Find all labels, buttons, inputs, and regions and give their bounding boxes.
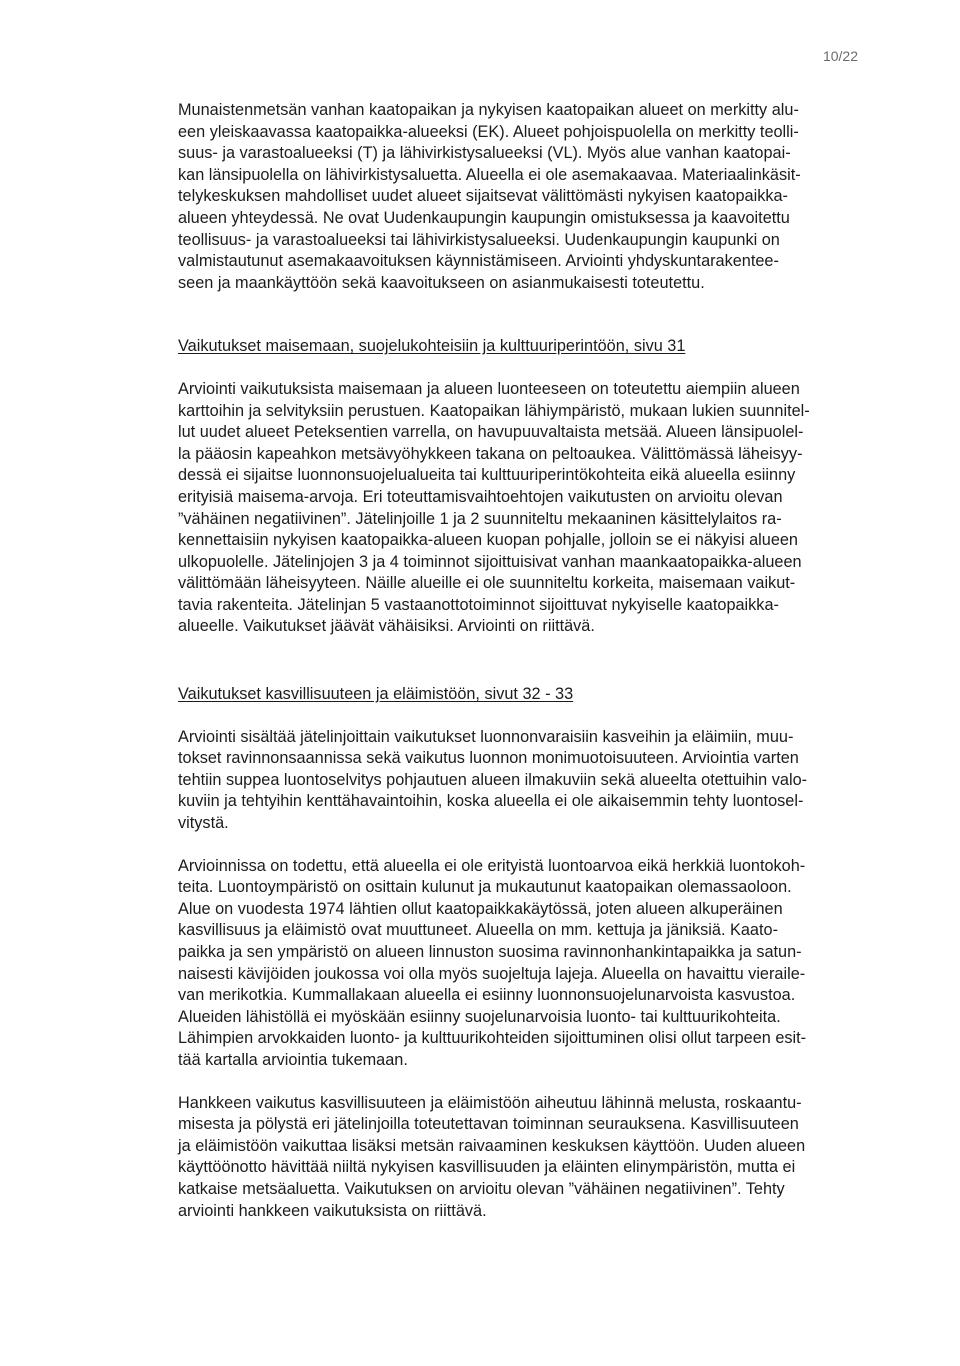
document-body — [178, 100, 873, 1222]
text-line: dessä ei sijaitse luonnonsuojelualueita tai kulttuuriperintökohteita eikä alueella esiinny — [178, 466, 796, 485]
text-line: Hankkeen vaikutus kasvillisuuteen ja eläimistöön aiheutuu lähinnä melusta, roskaantu- — [178, 1093, 802, 1112]
text-line: Munaistenmetsän vanhan kaatopaikan ja nykyisen kaatopaikan alueet on merkitty alu- — [178, 101, 799, 119]
flora-fauna-paragraph-3 — [178, 1093, 873, 1223]
text-line: tokset ravinnonsaannissa sekä vaikutus luonnon monimuotoisuuteen. Arviointia varten — [178, 749, 799, 768]
text-line: teita. Luontoympäristö on osittain kulunut ja mukautunut kaatopaikan olemassaoloon. — [178, 878, 792, 897]
text-line: suus- ja varastoalueeksi (T) ja lähivirkistysalueeksi (VL). Myös alue vanhan kaatopai- — [178, 144, 791, 163]
section-heading-landscape: Vaikutukset maisemaan, suojelukohteisiin ja kulttuuriperintöön, sivu 31 — [178, 337, 686, 356]
text-line: tää kartalla arviointia tukemaan. — [178, 1050, 408, 1069]
text-line: Lähimpien arvokkaiden luonto- ja kulttuurikohteiden sijoittuminen olisi ollut tarpeen esit- — [178, 1029, 807, 1048]
text-line: karttoihin ja selvityksiin perustuen. Kaatopaikan lähiympäristö, mukaan lukien suunnitel- — [178, 401, 810, 420]
text-line: seen ja maankäyttöön sekä kaavoitukseen on asianmukaisesti toteutettu. — [178, 273, 705, 292]
text-line: valmistautunut asemakaavoituksen käynnistämiseen. Arviointi yhdyskuntarakentee- — [178, 252, 779, 271]
flora-fauna-paragraph-1 — [178, 727, 873, 835]
text-line: erityisiä maisema-arvoja. Eri toteuttamisvaihtoehtojen vaikutusten on arvioitu olevan — [178, 487, 783, 506]
text-line: kasvillisuus ja eläimistö ovat muuttuneet. Alueella on mm. kettuja ja jäniksiä. Kaato- — [178, 921, 778, 940]
text-line: alueen yhteydessä. Ne ovat Uudenkaupungin kaupungin omistuksessa ja kaavoitettu — [178, 208, 790, 227]
text-line: telykeskuksen mahdolliset uudet alueet sijaitsevat välittömästi nykyisen kaatopaikka- — [178, 187, 788, 206]
flora-fauna-paragraph-2 — [178, 856, 873, 1072]
text-line: välittömään läheisyyteen. Näille alueille ei ole suunniteltu korkeita, maisemaan vaikut- — [178, 574, 796, 593]
text-line: Arvioinnissa on todettu, että alueella ei ole erityistä luontoarvoa eikä herkkiä luontokoh- — [178, 856, 806, 875]
text-line: la pääosin kapeahkon metsävyöhykkeen takana on peltoaukea. Välittömässä läheisyy- — [178, 444, 803, 463]
text-line: naisesti kävijöiden joukossa voi olla myös suojeltuja lajeja. Alueella on havaittu vieraile- — [178, 964, 806, 983]
text-line: käyttöönotto hävittää niiltä nykyisen kasvillisuuden ja eläinten elinympäristön, mutta ei — [178, 1158, 796, 1177]
text-line: teollisuus- ja varastoalueeksi tai lähivirkistysalueeksi. Uudenkaupungin kaupunki on — [178, 230, 780, 249]
text-line: Arviointi vaikutuksista maisemaan ja alueen luonteeseen on toteutettu aiempiin alueen — [178, 379, 800, 398]
text-line: tavia rakenteita. Jätelinjan 5 vastaanottotoiminnot sijoittuvat nykyiselle kaatopaikka- — [178, 595, 779, 614]
section-heading-flora-fauna: Vaikutukset kasvillisuuteen ja eläimistöön, sivut 32 - 33 — [178, 685, 574, 704]
landscape-paragraph — [178, 379, 873, 638]
text-line: Alue on vuodesta 1974 lähtien ollut kaatopaikkakäytössä, joten alueen alkuperäinen — [178, 899, 783, 918]
text-line: alueelle. Vaikutukset jäävät vähäisiksi. Arviointi on riittävä. — [178, 617, 595, 636]
text-line: kuviin ja tehtyihin kenttähavaintoihin, koska alueella ei ole aikaisemmin tehty luontosel- — [178, 792, 804, 811]
page-number: 10/22 — [822, 48, 858, 64]
text-line: ulkopuolelle. Jätelinjojen 3 ja 4 toiminnot sijoittuisivat vanhan maankaatopaikka-alueen — [178, 552, 802, 571]
text-line: Arviointi sisältää jätelinjoittain vaikutukset luonnonvaraisiin kasveihin ja eläimiin, muu- — [178, 727, 794, 746]
text-line: paikka ja sen ympäristö on alueen linnuston suosima ravinnonhankintapaikka ja satun- — [178, 943, 802, 961]
text-line: misesta ja pölystä eri jätelinjoilla toteutettavan toiminnan seurauksena. Kasvillisuuteen — [178, 1115, 799, 1134]
text-line: kan länsipuolella on lähivirkistysaluetta. Alueella ei ole asemakaavaa. Materiaalinkäsit- — [178, 165, 801, 184]
text-line: ja eläimistöön vaikuttaa lisäksi metsän raivaaminen keskuksen käyttöön. Uuden alueen — [178, 1136, 806, 1155]
text-line: van merikotkia. Kummallakaan alueella ei esiinny luonnonsuojelunarvoista kasvustoa. — [178, 986, 796, 1005]
text-line: tehtiin suppea luontoselvitys pohjautuen alueen ilmakuviin sekä alueelta otettuihin valo- — [178, 770, 808, 789]
text-line: vitystä. — [178, 814, 229, 833]
intro-paragraph — [178, 100, 873, 294]
text-line: lut uudet alueet Peteksentien varrella, on havupuuvaltaista metsää. Alueen länsipuolel- — [178, 423, 804, 442]
text-line: katkaise metsäaluetta. Vaikutuksen on arvioitu olevan ”vähäinen negatiivinen”. Tehty — [178, 1179, 785, 1198]
text-line: Alueiden lähistöllä ei myöskään esiinny suojelunarvoisia luonto- tai kulttuurikohteita. — [178, 1007, 781, 1026]
text-line: kennettaisiin nykyisen kaatopaikka-alueen kuopan pohjalle, jolloin se ei näkyisi alueen — [178, 531, 798, 550]
text-line: ”vähäinen negatiivinen”. Jätelinjoille 1 ja 2 suunniteltu mekaaninen käsittelylaitos ra- — [178, 509, 782, 528]
text-line: een yleiskaavassa kaatopaikka-alueeksi (EK). Alueet pohjoispuolella on merkitty teolli- — [178, 122, 799, 141]
text-line: arviointi hankkeen vaikutuksista on riittävä. — [178, 1201, 487, 1220]
